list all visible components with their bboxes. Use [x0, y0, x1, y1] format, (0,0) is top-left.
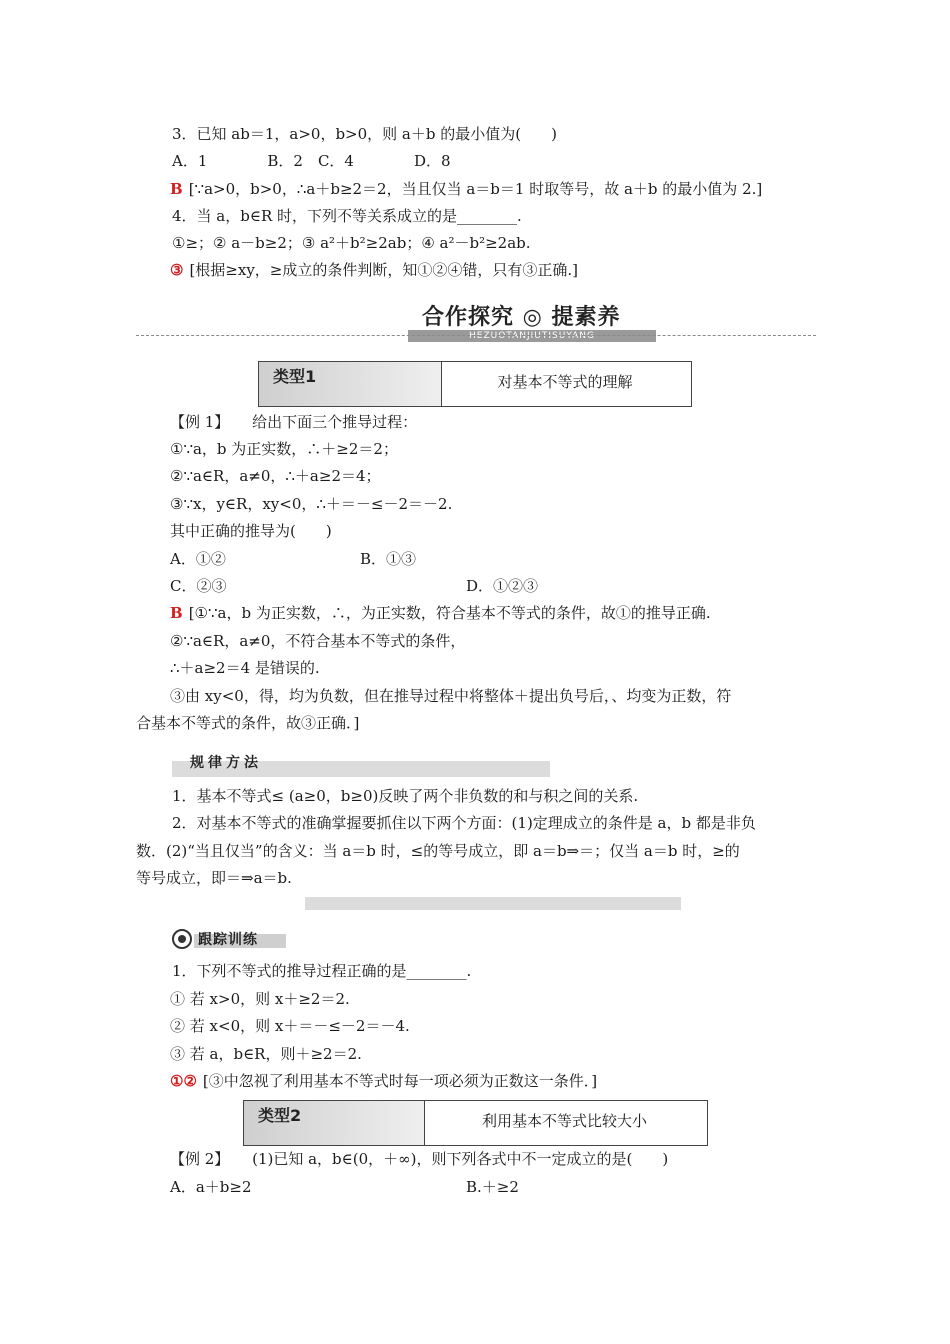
answer-letter: ①②: [170, 1072, 197, 1090]
answer-explanation: [③中忽视了利用基本不等式时每一项必须为正数这一条件．]: [202, 1072, 598, 1090]
training-item-2: ② 若 x<0，则 x＋＝－≤－2＝－4.: [170, 1017, 410, 1035]
training-label: 跟踪训练: [198, 932, 258, 948]
training-item-1: ① 若 x>0，则 x＋≥2＝2.: [170, 990, 350, 1008]
question-4-items: ①≥；② a－b≥2；③ a²＋b²≥2ab；④ a²－b²≥2ab.: [172, 234, 531, 252]
example-1-answer: [170, 603, 711, 623]
type-2-box: [243, 1100, 708, 1146]
training-question-1: 1．下列不等式的推导过程正确的是________.: [172, 962, 472, 980]
training-answer: [170, 1071, 597, 1091]
method-footer-bar: [305, 897, 681, 910]
option-c: C．②③: [170, 577, 227, 595]
type-1-box: [258, 361, 692, 407]
dashed-divider: [136, 335, 816, 336]
method-point-2c: 等号成立，即＝⇒a＝b.: [136, 869, 292, 887]
question-stem: 其中正确的推导为( ): [170, 522, 332, 540]
answer-line-4: ③由 xy<0，得，均为负数，但在推导过程中将整体＋提出负号后，、均变为正数，符: [170, 687, 732, 705]
question-4-answer: [170, 260, 578, 280]
derivation-1: ①∵a，b 为正实数，∴＋≥2＝2；: [170, 440, 398, 458]
answer-letter: ③: [170, 261, 184, 279]
example-label: 【例 1】: [170, 413, 230, 431]
option-d: D．①②③: [466, 577, 539, 595]
option-b: B.＋≥2: [466, 1178, 519, 1196]
example-stem: 给出下面三个推导过程：: [252, 413, 418, 431]
section-banner-subtitle: HEZUOTANJIUTISUYANG: [408, 330, 656, 342]
example-2-header: [170, 1149, 668, 1169]
derivation-2: ②∵a∈R，a≠0，∴＋a≥2＝4；: [170, 467, 381, 485]
option-a: A．a＋b≥2: [170, 1178, 252, 1196]
example-label: 【例 2】: [170, 1150, 230, 1168]
answer-explanation: [根据≥xy，≥成立的条件判断，知①②④错，只有③正确.]: [189, 261, 578, 279]
method-label: 规律方法: [190, 755, 262, 771]
target-icon: [172, 929, 192, 949]
question-3-answer: [170, 179, 762, 199]
answer-explanation: [∵a>0，b>0，∴a＋b≥2＝2，当且仅当 a＝b＝1 时取等号，故 a＋b 的最小值为 2.]: [188, 180, 763, 198]
type-1-title: 对基本不等式的理解: [497, 373, 633, 391]
example-1-header: [170, 412, 417, 432]
question-4: 4．当 a，b∈R 时，下列不等关系成立的是________.: [172, 207, 522, 225]
type-2-title: 利用基本不等式比较大小: [481, 1112, 647, 1130]
answer-line-3: ∴＋a≥2＝4 是错误的.: [170, 659, 320, 677]
training-item-3: ③ 若 a，b∈R，则＋≥2＝2.: [170, 1045, 362, 1063]
method-point-2a: 2．对基本不等式的准确掌握要抓住以下两个方面：(1)定理成立的条件是 a，b 都是非负: [172, 814, 756, 832]
question-3: 3．已知 ab＝1，a>0，b>0，则 a＋b 的最小值为( ): [172, 125, 557, 143]
option-b: B．①③: [360, 550, 417, 568]
answer-letter: B: [170, 180, 183, 198]
method-point-2b: 数．(2)“当且仅当”的含义：当 a＝b 时，≤的等号成立，即 a＝b⇒＝；仅当 a＝b 时，≥的: [136, 842, 740, 860]
method-point-1: 1．基本不等式≤ (a≥0，b≥0)反映了两个非负数的和与积之间的关系.: [172, 787, 639, 805]
question-3-options: A．1 B．2 C．4 D．8: [172, 152, 451, 170]
answer-line-2: ②∵a∈R，a≠0，不符合基本不等式的条件，: [170, 632, 466, 650]
derivation-3: ③∵x，y∈R，xy<0，∴＋＝－≤－2＝－2.: [170, 495, 453, 513]
answer-letter: B: [170, 604, 183, 622]
option-a: A．①②: [170, 550, 226, 568]
answer-line-5: 合基本不等式的条件，故③正确．]: [136, 714, 360, 732]
section-banner-title: 合作探究 ◎ 提素养: [422, 305, 621, 330]
type-1-tag: 类型1: [259, 362, 442, 406]
answer-line-1: [①∵a，b 为正实数，∴，为正实数，符合基本不等式的条件，故①的推导正确.: [188, 604, 711, 622]
type-2-tag: 类型2: [244, 1101, 425, 1145]
example-stem: (1)已知 a，b∈(0，＋∞)，则下列各式中不一定成立的是( ): [252, 1150, 669, 1168]
